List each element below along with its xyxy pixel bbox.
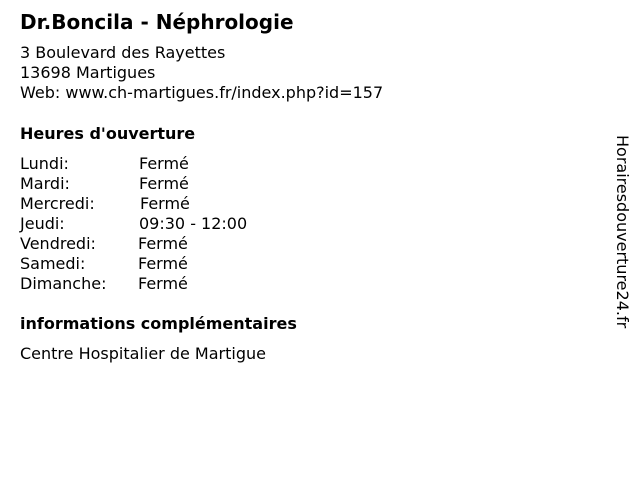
day-label: Vendredi: [20,234,96,253]
hours-row-wednesday [20,194,320,214]
day-label: Samedi: [20,254,86,273]
hours-value: Fermé [138,274,188,293]
hours-value: 09:30 - 12:00 [139,214,248,233]
website-link[interactable]: Web: www.ch-martigues.fr/index.php?id=157 [20,83,384,102]
additional-info-text: Centre Hospitalier de Martigue [20,344,266,363]
day-label: Lundi: [20,154,69,173]
opening-hours-table [20,154,320,294]
day-label: Dimanche: [20,274,107,293]
hours-value: Fermé [138,234,188,253]
hours-row-sunday [20,274,320,294]
day-label: Mardi: [20,174,70,193]
address-street: 3 Boulevard des Rayettes [20,43,226,62]
hours-value: Fermé [140,194,190,213]
address-city: 13698 Martigues [20,63,156,82]
hours-value: Fermé [139,154,189,173]
hours-row-friday [20,234,320,254]
hours-row-thursday [20,214,320,234]
additional-info-heading: informations complémentaires [20,314,297,333]
hours-row-tuesday [20,174,320,194]
day-label: Mercredi: [20,194,95,213]
opening-hours-heading: Heures d'ouverture [20,124,196,143]
page-title: Dr.Boncila - Néphrologie [20,10,294,34]
day-label: Jeudi: [20,214,65,233]
hours-row-monday [20,154,320,174]
address-block [20,43,383,103]
hours-value: Fermé [138,254,188,273]
hours-value: Fermé [139,174,189,193]
site-brand-vertical[interactable]: Horairesdouverture24.fr [613,135,632,329]
hours-row-saturday [20,254,320,274]
